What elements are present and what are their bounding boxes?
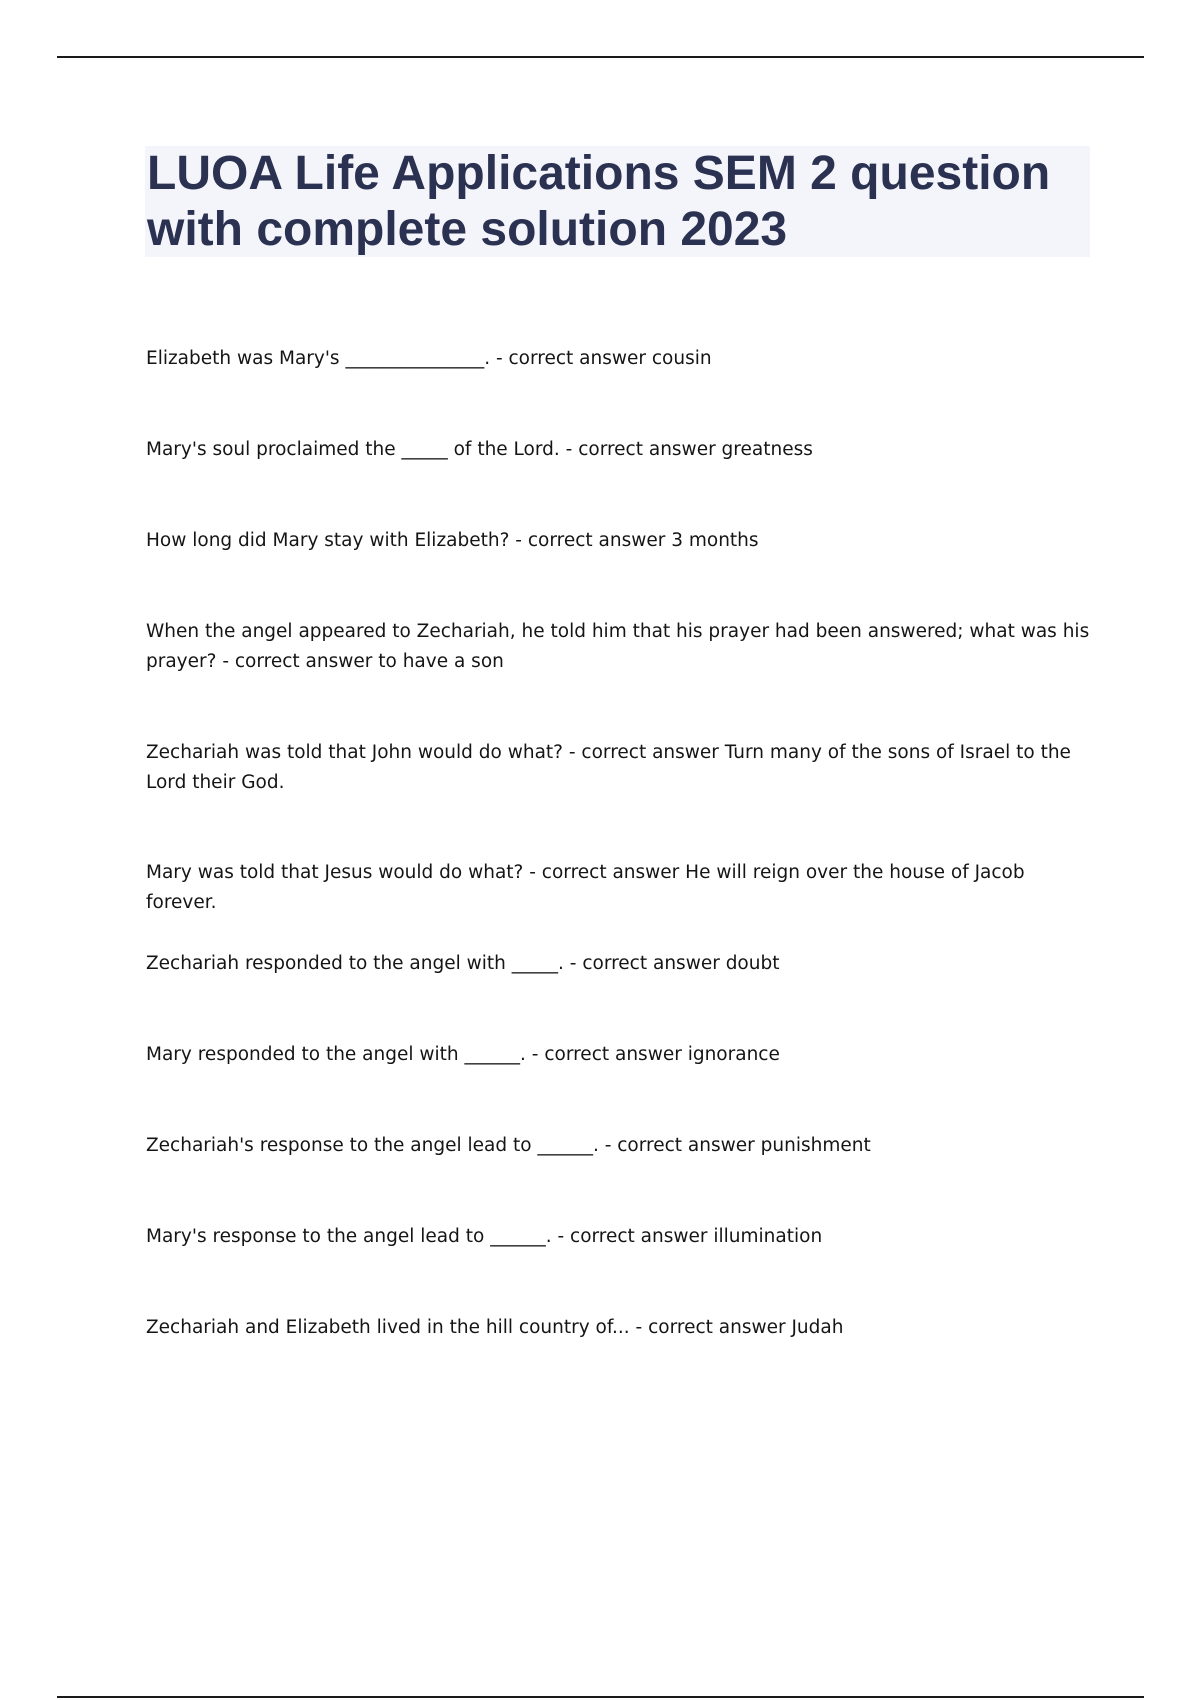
qa-item: Zechariah's response to the angel lead to ______. - correct answer punishment	[146, 1135, 871, 1156]
qa-item: When the angel appeared to Zechariah, he told him that his prayer had been answered; what was his prayer? - correct answer to have a son	[146, 621, 1090, 672]
qa-item: Mary's soul proclaimed the _____ of the Lord. - correct answer greatness	[146, 439, 813, 460]
qa-item: Elizabeth was Mary's _______________. - correct answer cousin	[146, 348, 712, 369]
qa-item: Mary responded to the angel with ______. - correct answer ignorance	[146, 1044, 780, 1065]
qa-item: How long did Mary stay with Elizabeth? - correct answer 3 months	[146, 530, 759, 551]
qa-item: Mary's response to the angel lead to ______. - correct answer illumination	[146, 1226, 823, 1247]
qa-item: Zechariah was told that John would do what? - correct answer Turn many of the sons of Israel to the Lord their God.	[146, 742, 1071, 793]
bottom-divider	[57, 1696, 1144, 1698]
qa-item: Mary was told that Jesus would do what? - correct answer He will reign over the house of Jacob forever.	[146, 862, 1025, 913]
qa-item: Zechariah and Elizabeth lived in the hill country of... - correct answer Judah	[146, 1317, 844, 1338]
top-divider	[57, 56, 1144, 58]
qa-item: Zechariah responded to the angel with _____. - correct answer doubt	[146, 953, 780, 974]
document-title: LUOA Life Applications SEM 2 question with complete solution 2023	[147, 147, 1051, 256]
title-banner	[145, 146, 1090, 257]
